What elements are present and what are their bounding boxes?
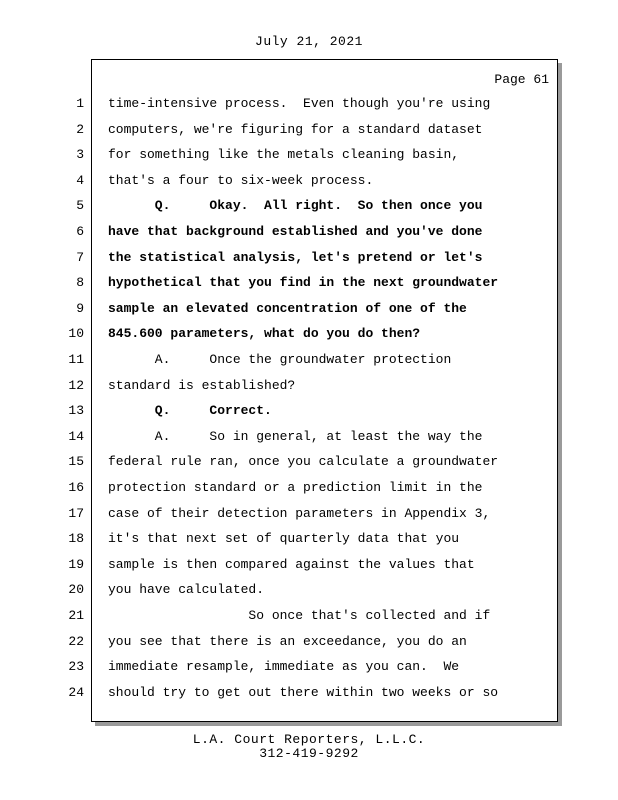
line-number: 21 — [68, 608, 84, 623]
footer — [0, 733, 618, 761]
transcript-line: sample an elevated concentration of one of the — [108, 300, 467, 316]
line-number: 14 — [68, 428, 84, 444]
transcript-line: case of their detection parameters in Appendix 3, — [108, 505, 491, 521]
transcript-line: that's a four to six-week process. — [108, 172, 374, 188]
line-number: 3 — [76, 147, 84, 163]
footer-company: L.A. Court Reporters, L.L.C. — [192, 732, 426, 747]
line-number: 11 — [68, 352, 84, 367]
transcript-line: protection standard or a prediction limit in the — [108, 480, 483, 495]
transcript-line: immediate resample, immediate as you can. We — [108, 659, 460, 675]
transcript-line: standard is established? — [108, 377, 296, 393]
page-number: Page 61 — [494, 72, 549, 87]
transcript-line: the statistical analysis, let's pretend or let's — [108, 249, 483, 265]
transcript-line: time-intensive process. Even though you're using — [108, 96, 491, 111]
line-number: 18 — [68, 531, 84, 547]
line-number: 23 — [68, 659, 84, 675]
transcript-line: you see that there is an exceedance, you do an — [108, 633, 467, 649]
transcript-line: it's that next set of quarterly data that you — [108, 531, 460, 547]
transcript-line: have that background established and you've done — [108, 224, 483, 239]
line-number: 17 — [68, 505, 84, 521]
line-number: 13 — [68, 403, 84, 419]
line-number: 24 — [68, 684, 84, 700]
line-number: 10 — [68, 326, 84, 342]
transcript-line: should try to get out there within two weeks or so — [108, 684, 499, 700]
line-number: 12 — [68, 377, 84, 393]
line-number: 7 — [76, 249, 84, 265]
line-number: 22 — [68, 633, 84, 649]
transcript-line: Q. Correct. — [108, 403, 272, 419]
line-number: 4 — [76, 172, 84, 188]
transcript-line: 845.600 parameters, what do you do then? — [108, 326, 421, 342]
transcript-line: A. So in general, at least the way the — [108, 428, 483, 444]
transcript-line: sample is then compared against the values that — [108, 556, 475, 572]
line-number: 19 — [68, 556, 84, 572]
line-number: 16 — [68, 480, 84, 495]
line-number: 9 — [76, 300, 84, 316]
transcript-line: federal rule ran, once you calculate a groundwater — [108, 454, 499, 470]
line-number: 2 — [76, 121, 84, 137]
transcript-line: computers, we're figuring for a standard dataset — [108, 121, 483, 137]
line-number: 20 — [68, 582, 84, 598]
transcript-line: hypothetical that you find in the next groundwater — [108, 275, 499, 291]
line-number: 1 — [76, 96, 84, 111]
transcript-line: you have calculated. — [108, 582, 265, 598]
transcript-line: A. Once the groundwater protection — [108, 352, 452, 367]
line-number: 8 — [76, 275, 84, 291]
header-date: July 21, 2021 — [255, 34, 363, 49]
transcript-line: Q. Okay. All right. So then once you — [108, 198, 483, 214]
transcript-line: So once that's collected and if — [108, 608, 491, 623]
line-number: 15 — [68, 454, 84, 470]
footer-phone: 312-419-9292 — [259, 746, 359, 761]
line-number: 5 — [76, 198, 84, 214]
transcript-line: for something like the metals cleaning basin, — [108, 147, 460, 163]
line-number: 6 — [76, 224, 84, 239]
